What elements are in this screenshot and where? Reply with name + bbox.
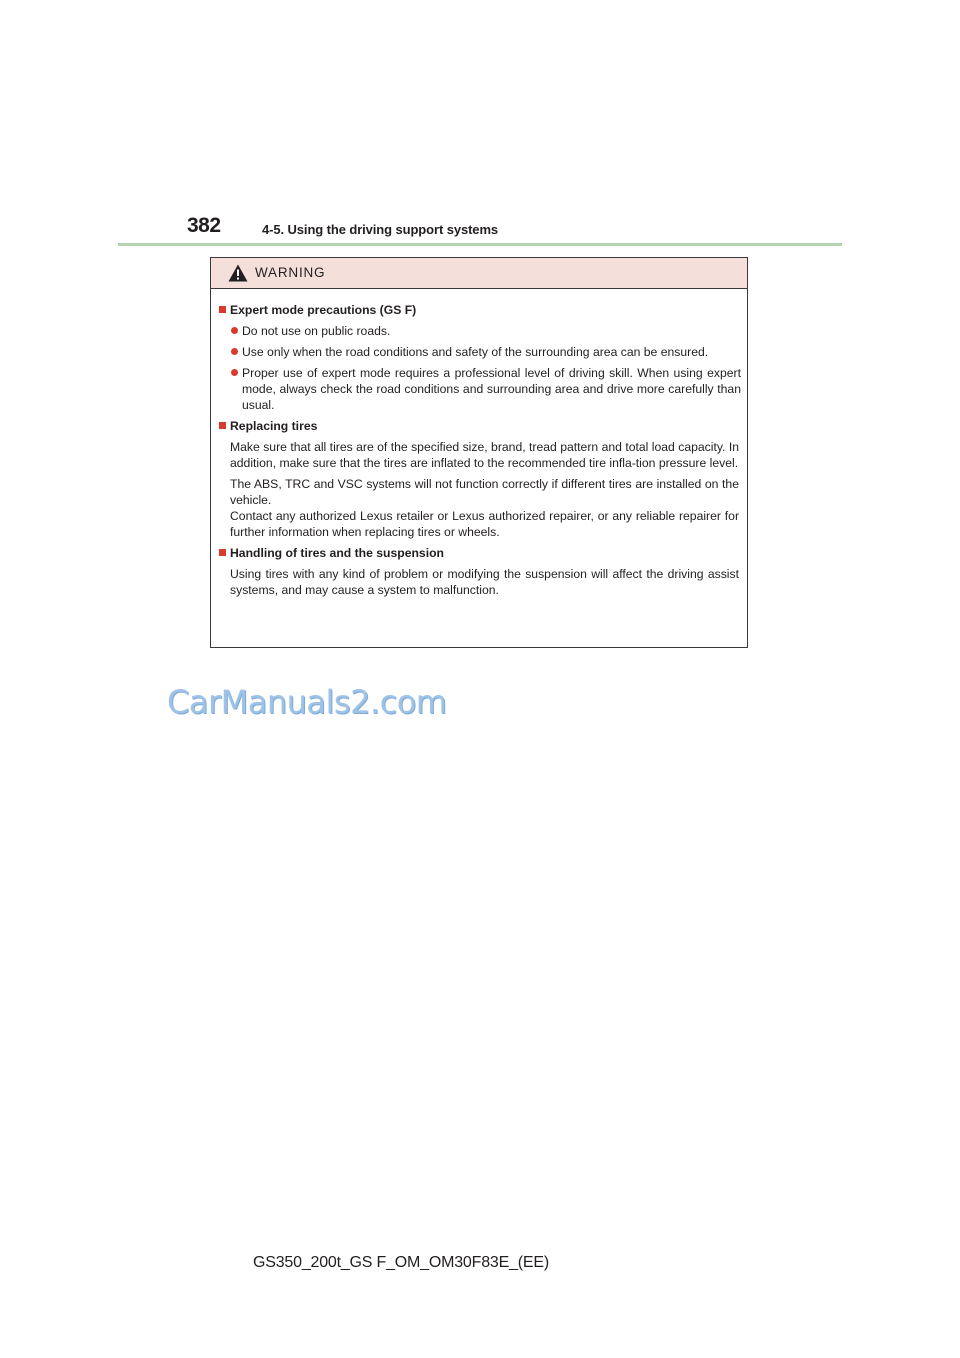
section-heading-replacing-tires bbox=[219, 418, 741, 434]
warning-body bbox=[211, 289, 747, 598]
section-heading-text: Handling of tires and the suspension bbox=[230, 546, 444, 560]
warning-title: WARNING bbox=[255, 265, 326, 280]
header-rule bbox=[118, 243, 842, 246]
list-item-text: Use only when the road conditions and safety of the surrounding area can be ensured. bbox=[242, 345, 709, 359]
section-heading-tires-suspension bbox=[219, 545, 741, 561]
warning-box bbox=[210, 257, 748, 648]
list-item bbox=[219, 323, 741, 339]
section-title: 4-5. Using the driving support systems bbox=[262, 222, 499, 237]
circle-bullet-icon bbox=[231, 369, 238, 376]
warning-header bbox=[211, 258, 747, 289]
square-bullet-icon bbox=[219, 422, 226, 429]
circle-bullet-icon bbox=[231, 327, 238, 334]
paragraph: Contact any authorized Lexus retailer or Lexus authorized repairer, or any reliable repairer for further information when replacing tires or wheels. bbox=[230, 509, 739, 539]
circle-bullet-icon bbox=[231, 348, 238, 355]
paragraph: Using tires with any kind of problem or modifying the suspension will affect the driving assist systems, and may cause a system to malfunction. bbox=[230, 567, 739, 597]
section-heading-expert-mode bbox=[219, 302, 741, 318]
list-item-text: Do not use on public roads. bbox=[242, 324, 391, 338]
list-item bbox=[219, 344, 741, 360]
list-item bbox=[219, 365, 741, 413]
list-item-text: Proper use of expert mode requires a professional level of driving skill. When using expert mode, always check the road conditions and surrounding area and drive more carefully than usual. bbox=[242, 366, 741, 412]
watermark-logo: CarManuals2.com bbox=[167, 683, 447, 721]
warning-triangle-icon bbox=[228, 264, 248, 282]
square-bullet-icon bbox=[219, 549, 226, 556]
page-number: 382 bbox=[187, 214, 221, 237]
section-heading-text: Expert mode precautions (GS F) bbox=[230, 303, 417, 317]
footer-document-code: GS350_200t_GS F_OM_OM30F83E_(EE) bbox=[253, 1254, 549, 1271]
paragraph: The ABS, TRC and VSC systems will not function correctly if different tires are installed on the vehicle. bbox=[230, 477, 739, 507]
square-bullet-icon bbox=[219, 306, 226, 313]
section-heading-text: Replacing tires bbox=[230, 419, 318, 433]
paragraph: Make sure that all tires are of the specified size, brand, tread pattern and total load capacity. In addition, make sure that the tires are inflated to the recommended tire infla-tion pressure level. bbox=[230, 440, 739, 470]
